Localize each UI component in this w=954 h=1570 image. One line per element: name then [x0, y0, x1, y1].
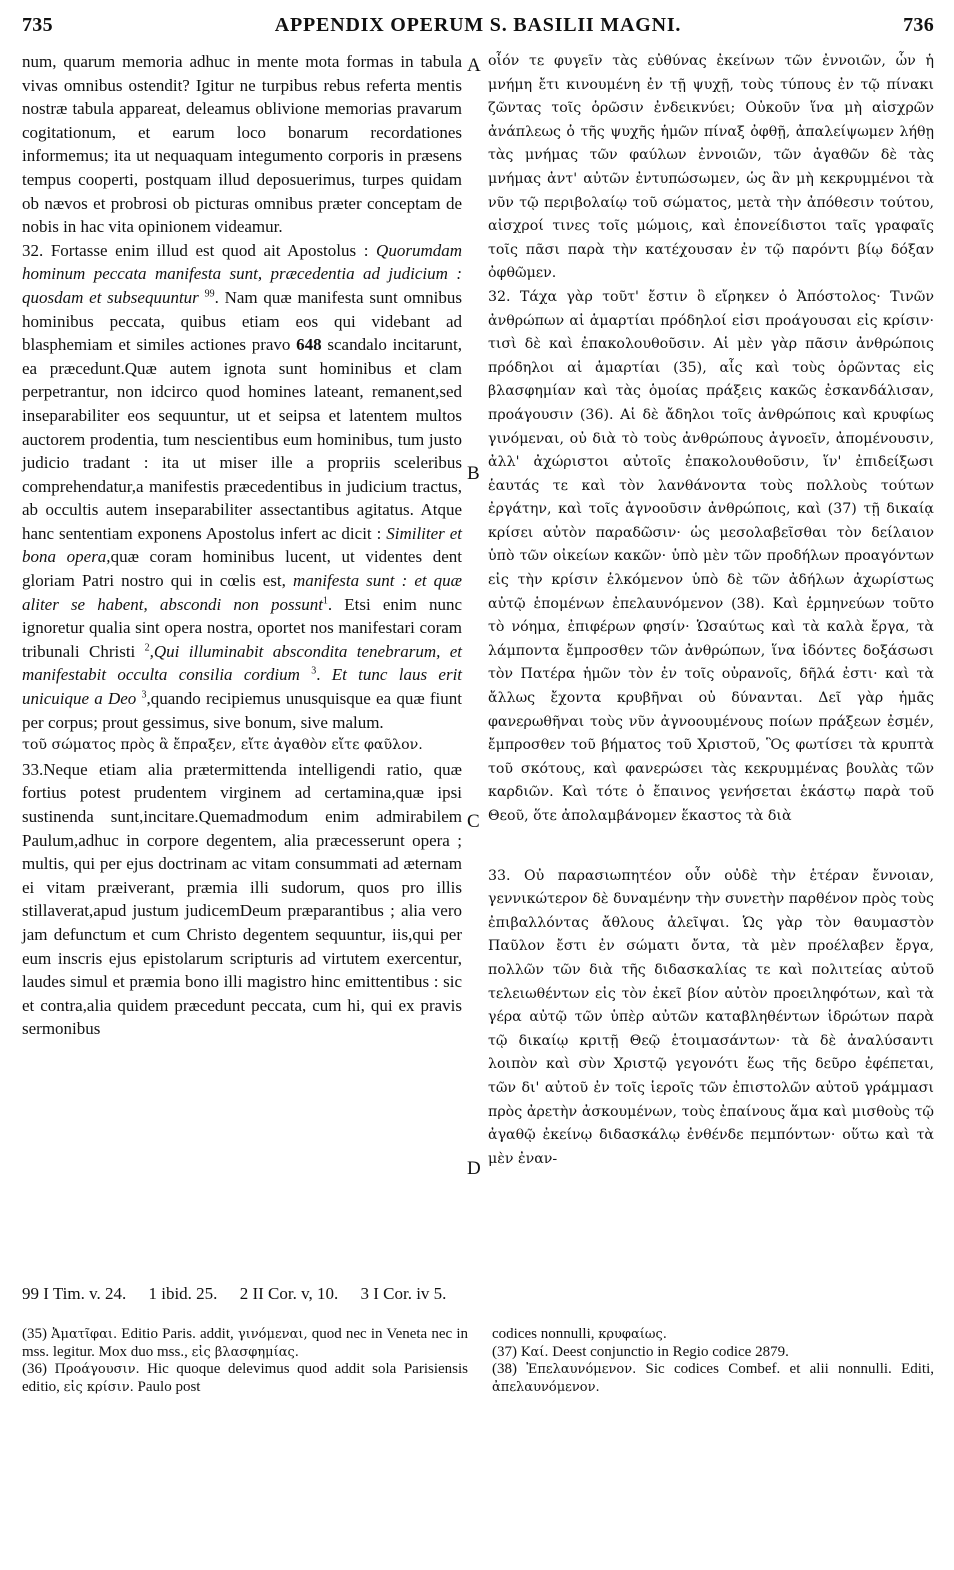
page-header — [22, 14, 934, 44]
footnote-ref: 2 — [144, 642, 150, 654]
reference-item: 99 I Tim. v. 24. — [22, 1284, 127, 1303]
footnote-text: codices nonnulli, — [492, 1326, 599, 1342]
footnote-label: (35) — [22, 1326, 52, 1342]
footnote-label: (36) — [22, 1361, 55, 1377]
footnote-label: (37) — [492, 1343, 521, 1360]
latin-quote: Quorumdam hominum peccata manifesta sunt, præcedentia ad judicium : quosdam et subsequuntur — [22, 240, 462, 307]
latin-paragraph-32 — [22, 239, 462, 734]
latin-text: scandalo incitarunt, ea præcedunt.Quæ autem ignota sunt hominibus et clam perpetrantur, non idcirco quod homines lateant, remanent,sed inseparabiliter eos sequuntur, ut et seipsa et latentem multos auctorem prodentia, tum nescientibus eum hominibus, tum justo judicio tradant : ita ut miser ille a propriis sceleribus comprehendatur,a manifestis præcedentibus in judicium tractus, ab occultis autem inseparabiliter assectantibus agitatus. Atque hanc sententiam exponens Apostolus infert ac dicit : — [22, 335, 462, 543]
footnote-text: Hic quoque delevimus quod addit sola Parisiensis editio, — [22, 1361, 468, 1395]
margin-letter-d: D — [467, 1158, 481, 1179]
latin-text: . Nam quæ manifesta sunt omnibus hominibus peccata, quibus etiam eos qui videbant ad blasphemiam et similes actiones pravo — [22, 287, 463, 355]
reference-item: 1 ibid. 25. — [148, 1284, 218, 1303]
margin-letter-b: B — [467, 463, 480, 484]
reference-item: 2 II Cor. v, 10. — [239, 1284, 339, 1303]
footnote-greek: Καί. — [520, 1344, 549, 1360]
paragraph-gap — [488, 829, 934, 865]
margin-letter-c: C — [467, 811, 480, 832]
latin-quote: ,Qui illuminabit abscondita tenebrarum, et manifestabit occulta consilia cordium — [22, 641, 462, 685]
latin-quote: Similiter et bona opera, — [22, 523, 462, 567]
footnote-greek: εἰς βλασφημίας. — [191, 1344, 299, 1360]
footnote-greek: εἰς κρίσιν. — [63, 1379, 134, 1395]
latin-quote: Et tunc laus erit unicuique a Deo — [22, 665, 463, 709]
footnote-text: Sic codices Combef. et alii nonnulli. Editi, — [636, 1361, 934, 1377]
greek-paragraph-33: 33. Οὐ παρασιωπητέον οὖν οὐδὲ τὴν ἑτέραν ἔννοιαν, γεννικώτερον δὲ δυναμένην τὴν συνετὴν παρθένον πρὸς τοὺς ἐπιβαλλόντας ἄθλους ἀλεῖψαι. Ὡς γὰρ τὸν θαυμαστὸν Παῦλον ἔστι ἐν σώματι ὄντα, τὰ μὲν προέλαβεν ἔργα, πολλῶν τῶν διὰ τῆς διδασκαλίας τε καὶ πολιτείας αὐτοῦ τελειωθέντων εἰς τὸν ἐκεῖ βίον αὐτὸν προειληφότων, καὶ τὰ γέρα αὐτῷ τῶν ὑπὲρ αὐτῶν καταβληθέντων ἱδρώτων παρὰ τῷ δικαίῳ κριτῇ Θεῷ ἑτοιμασάντων· τὰ δὲ ἀναλύσαντι λοιπὸν καὶ σὺν Χριστῷ γεγονότι ἕως τῆς δεῦρο ἐφέπεται, τῶν δι' αὐτοῦ ἐν τοῖς ἱεροῖς τῶν ἐπιστολῶν αὐτοῦ γράμμασι πρὸς ἀρετὴν ἀσκουμένων, τοὺς ἐπαίνους ἅμα καὶ μισθοὺς τῷ ἀγαθῷ ἐκείνῳ διδασκάλῳ ἐνθένδε πεμπόντων· οὕτω καὶ τὰ μὲν ἐναν- — [488, 867, 934, 1167]
footnote-36-continued — [492, 1326, 934, 1344]
footnote-text: Paulo post — [133, 1378, 201, 1395]
latin-paragraph-1: num, quarum memoria adhuc in mente mota formas in tabula vivas omnibus ostendit? Igitur ne turpibus rebus referta mentis nostræ tabula appareat, deleamus oblivione memorias pravarum cogitationum, et earum loco bonarum recordationes informemus; ita ut nequaquam integumento corporis in præsens tempus cooperti, postquam illud deposuerimus, turpes quidam ob nævos et probrosi ob picturas omnibus præter conceptam de nobis in hac vita opinionem videamur. — [22, 52, 462, 237]
footnote-36 — [22, 1361, 468, 1396]
footnote-ref: 99 — [204, 288, 215, 300]
greek-paragraph-1: οἷόν τε φυγεῖν τὰς εὐθύνας ἐκείνων τῶν ἐννοιῶν, ὧν ἡ μνήμη ἔτι κινουμένη ἐν τῇ ψυχῇ, τοὺς τύπους ἐν τῷ πίνακι ζῶντας τοῖς ὁρῶσιν ἐνδεικνύει; Οὐκοῦν ἵνα μὴ αἰσχρῶν ἀνάπλεως ὁ τῆς ψυχῆς ἡμῶν πίναξ ὀφθῇ, ἀπαλείψωμεν λήθῃ τὰς μνήμας τῶν φαύλων ἐννοιῶν, τῶν ἀγαθῶν δὲ τὰς μνήμας ἀντ' αὐτῶν ἐντυπώσωμεν, ὡς ἂν μὴ κεκρυμμένοι τὰ νῦν τῷ περιβολαίῳ τοῦ σώματος, μετὰ τὴν ἀπόθεσιν τούτου, αἰσχροί τινες τοῖς μώμοις, καὶ ἐπονείδιστοι ταῖς γραφαῖς τοῖς πᾶσι παρὰ τὴν κατέχουσαν ἐν τῷ παρόντι βίῳ δόξαν ὀφθῶμεν. — [488, 53, 934, 282]
latin-text: quæ coram hominibus lucent, ut videntes dent gloriam Patri nostro qui in cœlis est, — [22, 547, 462, 591]
page-number-right: 736 — [903, 14, 934, 36]
footnote-greek: ἀπελαυνόμενον. — [492, 1379, 600, 1395]
footnote-37 — [492, 1344, 934, 1362]
latin-text: ,quando recipiemus unusquisque ea quæ fiunt per corpus; prout gessimus, sive bonum, sive malum. — [22, 689, 463, 732]
running-title: APPENDIX OPERUM S. BASILII MAGNI. — [274, 14, 682, 36]
greek-carryover-line: τοῦ σώματος πρὸς ἃ ἔπραξεν, εἴτε ἀγαθὸν εἴτε φαῦλον. — [22, 737, 423, 754]
latin-text: . Etsi enim nunc ignoretur qualia sint opera nostra, oportet nos manifestari coram tribunali Christi — [22, 594, 462, 661]
greek-column — [488, 50, 934, 1171]
footnote-greek: γινόμεναι, — [237, 1327, 308, 1342]
footnote-38 — [492, 1361, 934, 1396]
column-number: 648 — [296, 335, 322, 355]
footnote-35 — [22, 1326, 468, 1361]
page-number-left: 735 — [22, 14, 53, 36]
footnote-greek: Ἀματῖφαι. — [51, 1327, 118, 1342]
latin-text: . — [316, 665, 332, 685]
footnote-greek: Ἐπελαυνόμενον. — [526, 1362, 637, 1377]
latin-column — [22, 50, 462, 1041]
footnote-ref: 3 — [311, 665, 317, 677]
footnote-ref: 1 — [322, 595, 328, 606]
footnotes-left — [22, 1326, 468, 1396]
footnote-ref: 3 — [141, 689, 147, 701]
latin-quote: manifesta sunt : et quæ aliter se habent, abscondi non possunt — [22, 571, 463, 614]
footnote-text: Editio Paris. addit, — [117, 1326, 238, 1342]
reference-item: 3 I Cor. iv 5. — [360, 1284, 447, 1303]
footnote-greek: κρυφαίως. — [598, 1327, 667, 1342]
footnote-text: Deest conjunctio in Regio codice 2879. — [548, 1343, 789, 1360]
footnote-label: (38) — [492, 1361, 527, 1377]
latin-paragraph-33: 33.Neque etiam alia prætermittenda intelligendi ratio, quæ fortius potest prudentem virginem ad certamina,quæ ipsi sustinenda sunt,incitare.Quemadmodum enim admirabilem Paulum,adhuc in corpore degentem, alia præcesserunt opera ; multis, qui per ejus doctrinam ac vitam consummati ad æternam ei vitam præiverant, præmia illi sudorum, quos pro illis stillaverat,apud justum judicemDeum præparantibus ; alia vero jam defunctum et cum Christo degentem sequuntur, iis,qui per eum inscris ejus epistolarum scripturis ad virtutem exercentur, laudes simul et præmia bono illi magistro hinc emittentibus : sic et contra,alia quidem præcedunt peccata, cum hi, qui ex pravis sermonibus — [22, 759, 462, 1039]
footnotes-right — [492, 1326, 934, 1396]
footnote-greek: Προάγουσιν. — [54, 1362, 140, 1377]
margin-letter-a: A — [467, 55, 481, 76]
greek-paragraph-32: 32. Τάχα γὰρ τοῦτ' ἔστιν ὃ εἴρηκεν ὁ Ἀπόστολος· Τινῶν ἀνθρώπων αἱ ἁμαρτίαι πρόδηλοί εἰσι προάγουσαι εἰς κρίσιν· τισὶ δὲ καὶ ἐπακολουθοῦσιν. Αἱ μὲν γὰρ πᾶσιν ἀνθρώποις πρόδηλοι αἱ ἁμαρτίαι (35), αἷς καὶ τοὺς ὁρῶντας εἰς βλασφημίαν καὶ τὰς ὁμοίας πράξεις κακῶς ἐσκανδάλισαν, προάγουσιν (36). Αἱ δὲ ἄδηλοι τοῖς ἀνθρώποις καὶ κρυφίως γινόμεναι, οὐ διὰ τὸ τοὺς ἀνθρώπους ἀγνοεῖν, ἀπομένουσιν, ἀλλ' ἀχώριστοι αὐτοῖς ἐπακολουθοῦσιν, ἵν' ἐπιδείξωσι ἑαυτάς τε καὶ τὸν λανθάνοντα τοὺς πολλοὺς τούτων ἐργάτην, καὶ τοῖς ἀγνοοῦσιν ἀνθρώποις, καὶ (37) τῇ δικαίᾳ κρίσει αὐτὸν παραδῶσιν· ὡς μεσολαβεῖσθαι τὸν δείλαιον ὑπὸ τῶν οἰκείων κακῶν· ὑπὸ μὲν τῶν προδήλων προαγόντων εἰς τὴν κρίσιν ἑλκόμενον ὑπὸ δὲ τῶν ἀδήλων ἀχωρίστως αὐτῷ ἑπομένων ἐπελαυνόμενον (38). Καὶ ἑρμηνεύων τοῦτο τὸ νόημα, ἐπιφέρων φησίν· Ὡσαύτως καὶ τὰ καλὰ ἔργα, τὰ λάμποντα ἔμπροσθεν τῶν ἀνθρώπων, ἵνα ἰδόντες δοξάσωσι τὸν Πατέρα ἡμῶν τὸν ἐν τοῖς οὐρανοῖς, δῆλά ἐστι· καὶ τὰ ἄλλως ἔχοντα κρυβῆναι οὐ δύνανται. Δεῖ γὰρ ἡμᾶς φανερωθῆναι τοὺς νῦν ἀγνοουμένους ποίων πράξεων ἐσμέν, ἔμπροσθεν τοῦ βήματος τοῦ Χριστοῦ, Ὃς φωτίσει τὰ κρυπτὰ τοῦ σκότους, καὶ φανερώσει τὰς κεκρυμμένας βουλὰς τῶν καρδιῶν. Καὶ τότε ὁ ἔπαινος γενήσεται ἑκάστῳ παρὰ τοῦ Θεοῦ, ὅτε ἀπολαμβάνομεν ἕκαστος τὰ διὰ — [488, 288, 934, 824]
latin-text: 32. Fortasse enim illud est quod ait Apostolus : — [22, 240, 377, 260]
scripture-references — [22, 1283, 934, 1305]
footnote-text: quod nec in Veneta nec in mss. legitur. Mox duo mss., — [22, 1326, 468, 1360]
